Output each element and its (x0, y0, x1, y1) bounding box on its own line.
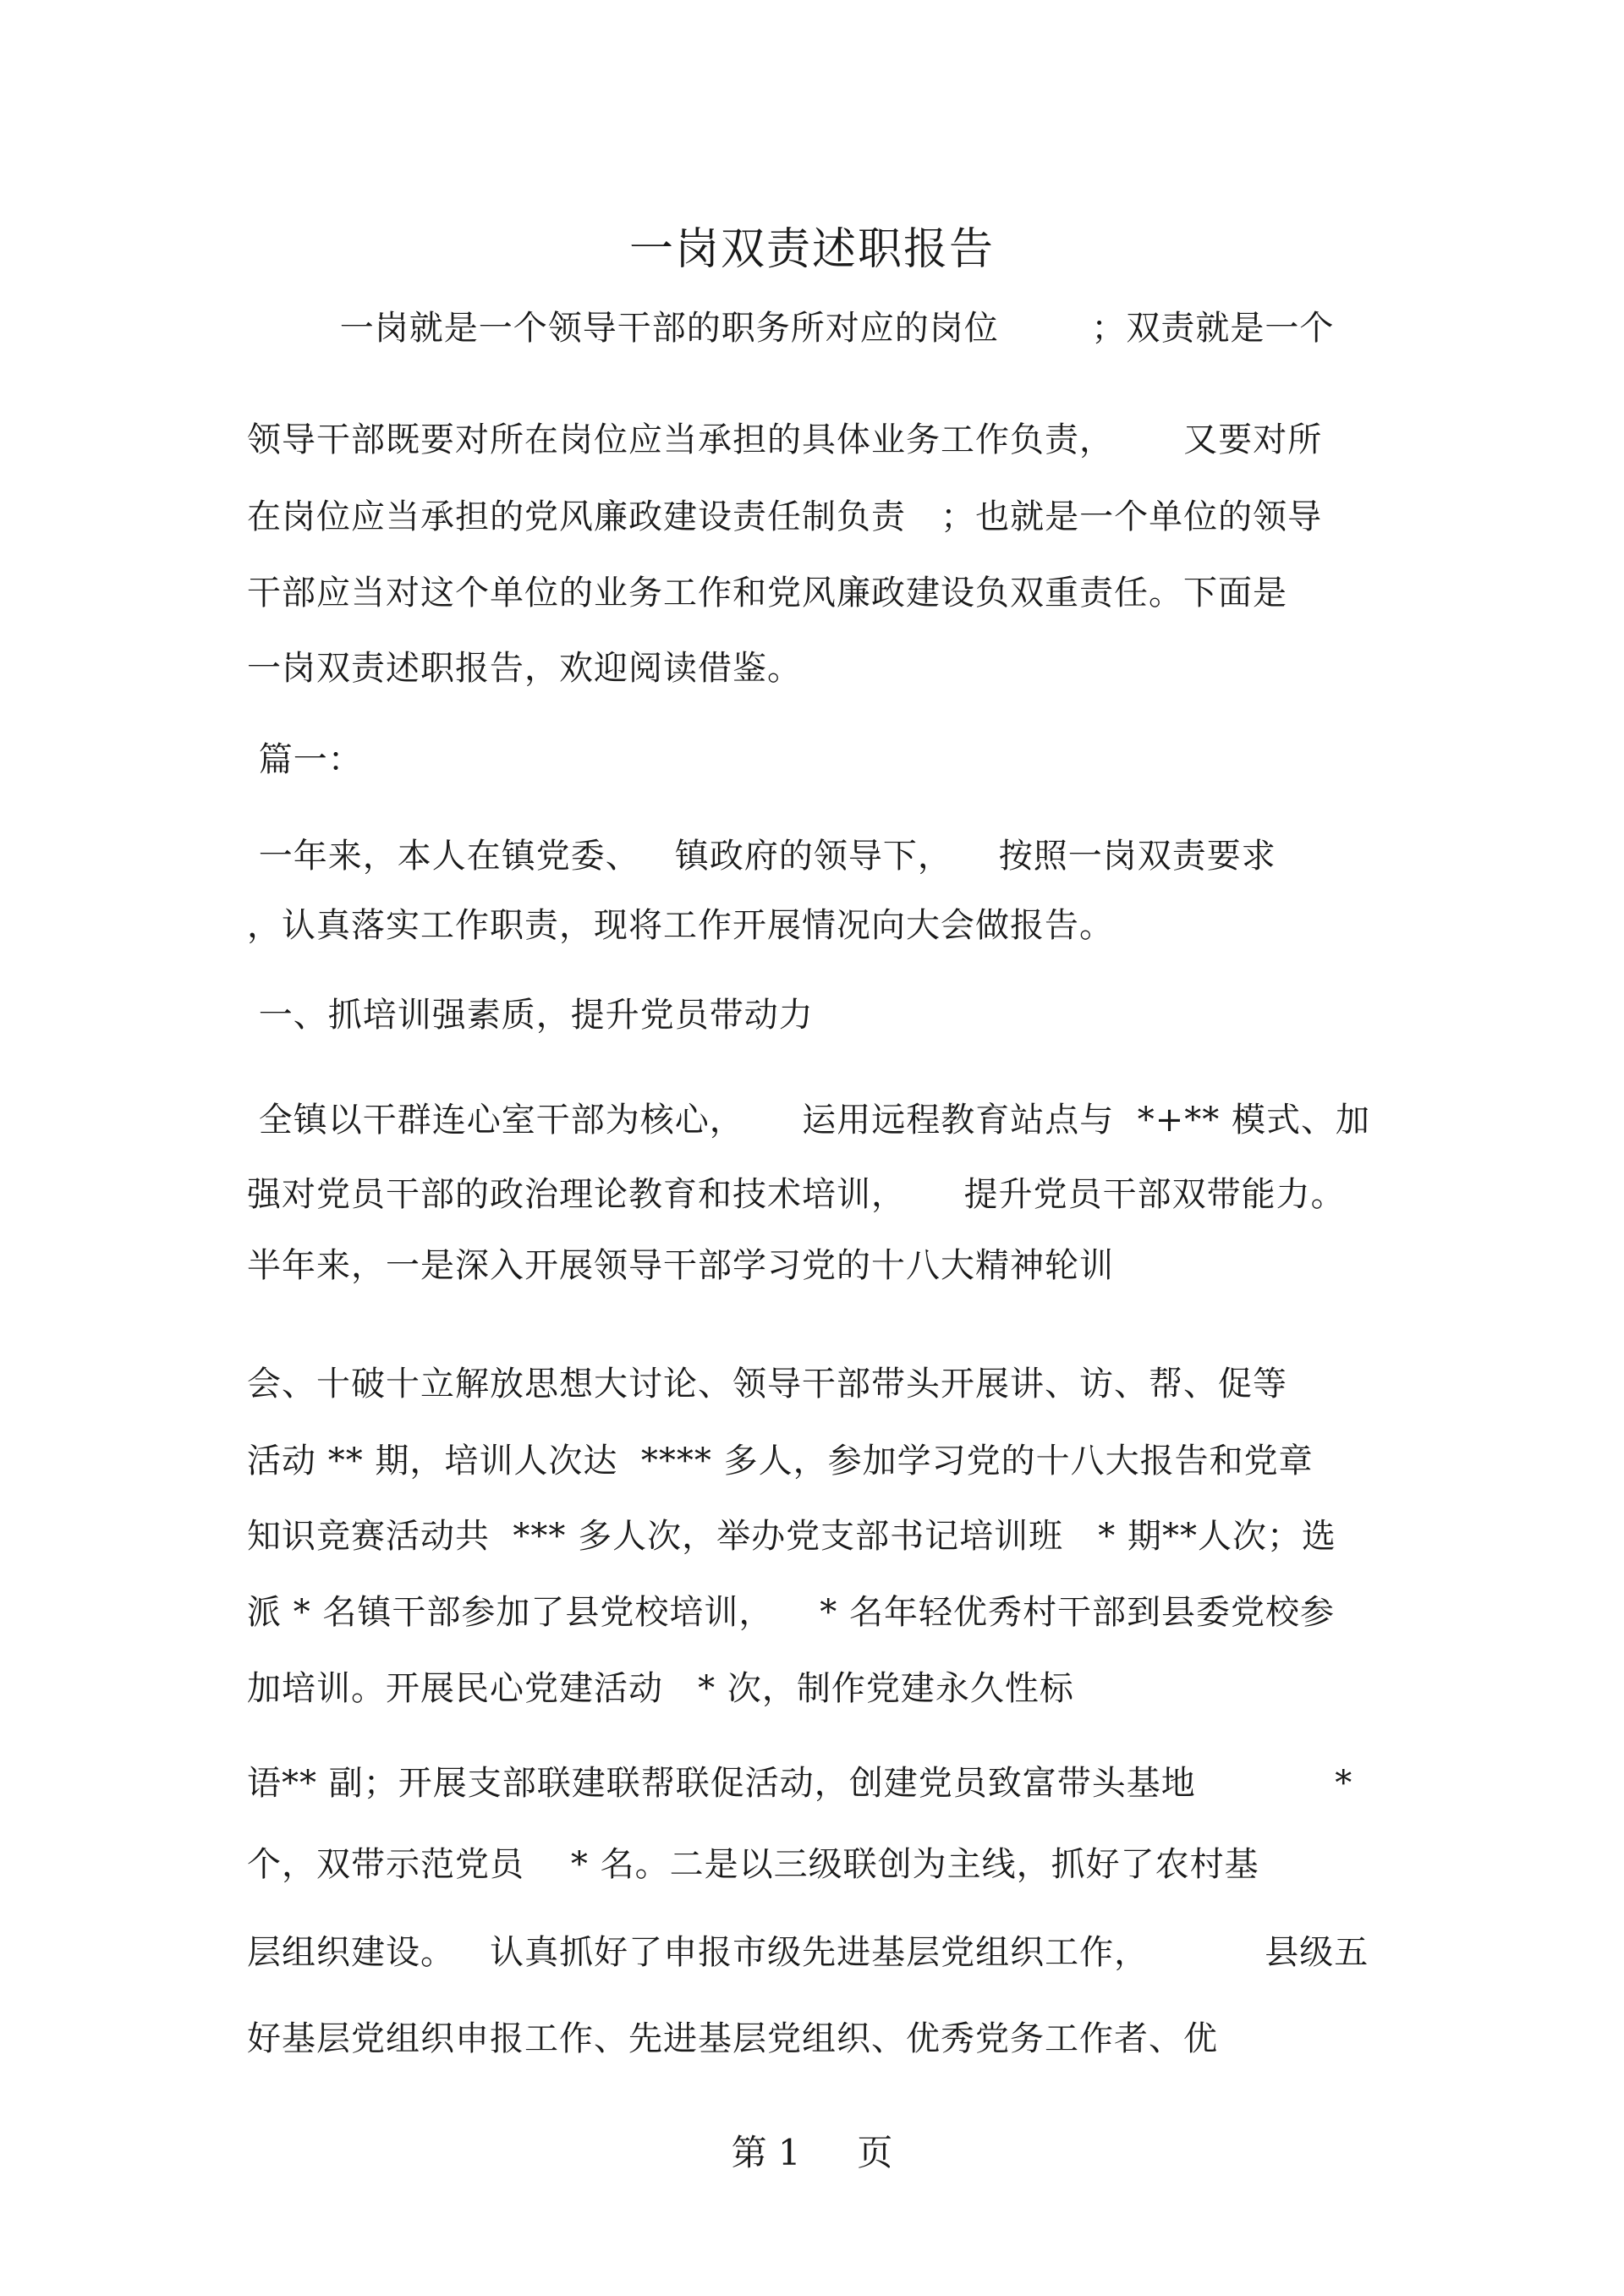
paragraph-line: 强对党员干部的政治理论教育和技术培训， 提升党员干部双带能力。 (247, 1175, 1346, 1214)
page-number: 第 1 页 (731, 2132, 893, 2173)
paragraph-line: 一岗双责述职报告，欢迎阅读借鉴。 (247, 649, 802, 688)
paragraph-line: 全镇以干群连心室干部为核心， 运用远程教育站点与 *+** 模式、加 (247, 1101, 1370, 1140)
paragraph-line: 半年来，一是深入开展领导干部学习党的十八大精神轮训 (247, 1246, 1114, 1285)
paragraph-line: 干部应当对这个单位的业务工作和党风廉政建设负双重责任。下面是 (247, 574, 1287, 612)
paragraph-line: 好基层党组织申报工作、先进基层党组织、优秀党务工作者、优 (247, 2019, 1218, 2058)
paragraph-line: 活动 ** 期，培训人次达 **** 多人，参加学习党的十八大报告和党章 (247, 1442, 1314, 1480)
paragraph-line: 语** 副；开展支部联建联帮联促活动，创建党员致富带头基地 * (247, 1764, 1353, 1803)
paragraph-line: 在岗位应当承担的党风廉政建设责任制负责 ；也就是一个单位的领导 (247, 497, 1323, 536)
paragraph-line: 知识竞赛活动共 *** 多人次，举办党支部书记培训班 * 期**人次；选 (247, 1517, 1337, 1556)
paragraph-line: 领导干部既要对所在岗位应当承担的具体业务工作负责， 又要对所 (247, 420, 1323, 459)
paragraph-line: 个，双带示范党员 * 名。二是以三级联创为主线，抓好了农村基 (247, 1845, 1259, 1884)
document-title: 一岗双责述职报告 (628, 224, 995, 275)
paragraph-line: ，认真落实工作职责，现将工作开展情况向大会做报告。 (247, 906, 1114, 945)
paragraph-line: 一年来，本人在镇党委、 镇政府的领导下， 按照一岗双责要求 (247, 837, 1276, 876)
paragraph-line: 派 * 名镇干部参加了县党校培训， * 名年轻优秀村干部到县委党校参 (247, 1593, 1336, 1632)
paragraph-line: 一岗就是一个领导干部的职务所对应的岗位 ；双责就是一个 (247, 309, 1335, 348)
paragraph-line: 会、十破十立解放思想大讨论、领导干部带头开展讲、访、帮、促等 (247, 1365, 1287, 1403)
paragraph-line: 层组织建设。 认真抓好了申报市级先进基层党组织工作， 县级五 (247, 1933, 1369, 1972)
paragraph-line: 加培训。开展民心党建活动 * 次，制作党建永久性标 (247, 1669, 1074, 1708)
section-label: 篇一： (247, 740, 363, 779)
section-heading: 一、抓培训强素质，提升党员带动力 (247, 996, 814, 1035)
